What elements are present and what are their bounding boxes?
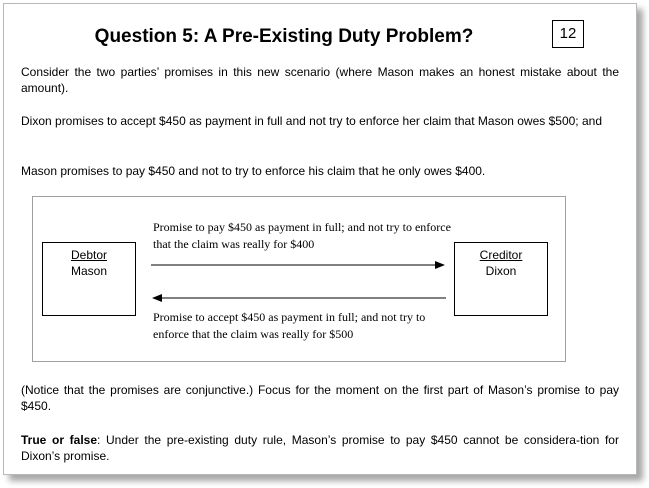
dixon-promise-paragraph: Dixon promises to accept $450 as payment in full and not try to enforce her claim that Mason owes $500; and	[21, 114, 602, 128]
creditor-role: Creditor	[479, 248, 523, 262]
slide-number: 12	[552, 20, 584, 48]
notice-paragraph: (Notice that the promises are conjunctive.) Focus for the moment on the first part of Mason’s promise to pay $450.	[21, 383, 619, 413]
question-text: : Under the pre-existing duty rule, Mason’s promise to pay $450 cannot be considera-tion for Dixon’s promise.	[21, 433, 619, 463]
arrow-to-creditor	[151, 261, 445, 269]
arrow-to-debtor	[152, 294, 446, 302]
slide-title: Question 5: A Pre-Existing Duty Problem?	[94, 26, 474, 47]
mason-promise-paragraph: Mason promises to pay $450 and not to try to enforce his claim that he only owes $400.	[21, 164, 486, 178]
promise-diagram	[32, 196, 566, 362]
promise-arrows	[33, 197, 565, 361]
debtor-name: Mason	[70, 264, 108, 278]
debtor-role: Debtor	[70, 248, 108, 262]
promise-to-debtor-text: Promise to accept $450 as payment in full; and not try to enforce that the claim was really for $500	[153, 310, 426, 341]
promise-to-creditor-text: Promise to pay $450 as payment in full; and not try to enforce that the claim was really for $400	[153, 220, 451, 251]
intro-paragraph: Consider the two parties’ promises in this new scenario (where Mason makes an honest mistake about the amount).	[21, 65, 619, 95]
question-label: True or false	[21, 433, 98, 447]
creditor-name: Dixon	[485, 264, 517, 278]
question-paragraph	[21, 432, 619, 464]
slide	[3, 3, 637, 475]
